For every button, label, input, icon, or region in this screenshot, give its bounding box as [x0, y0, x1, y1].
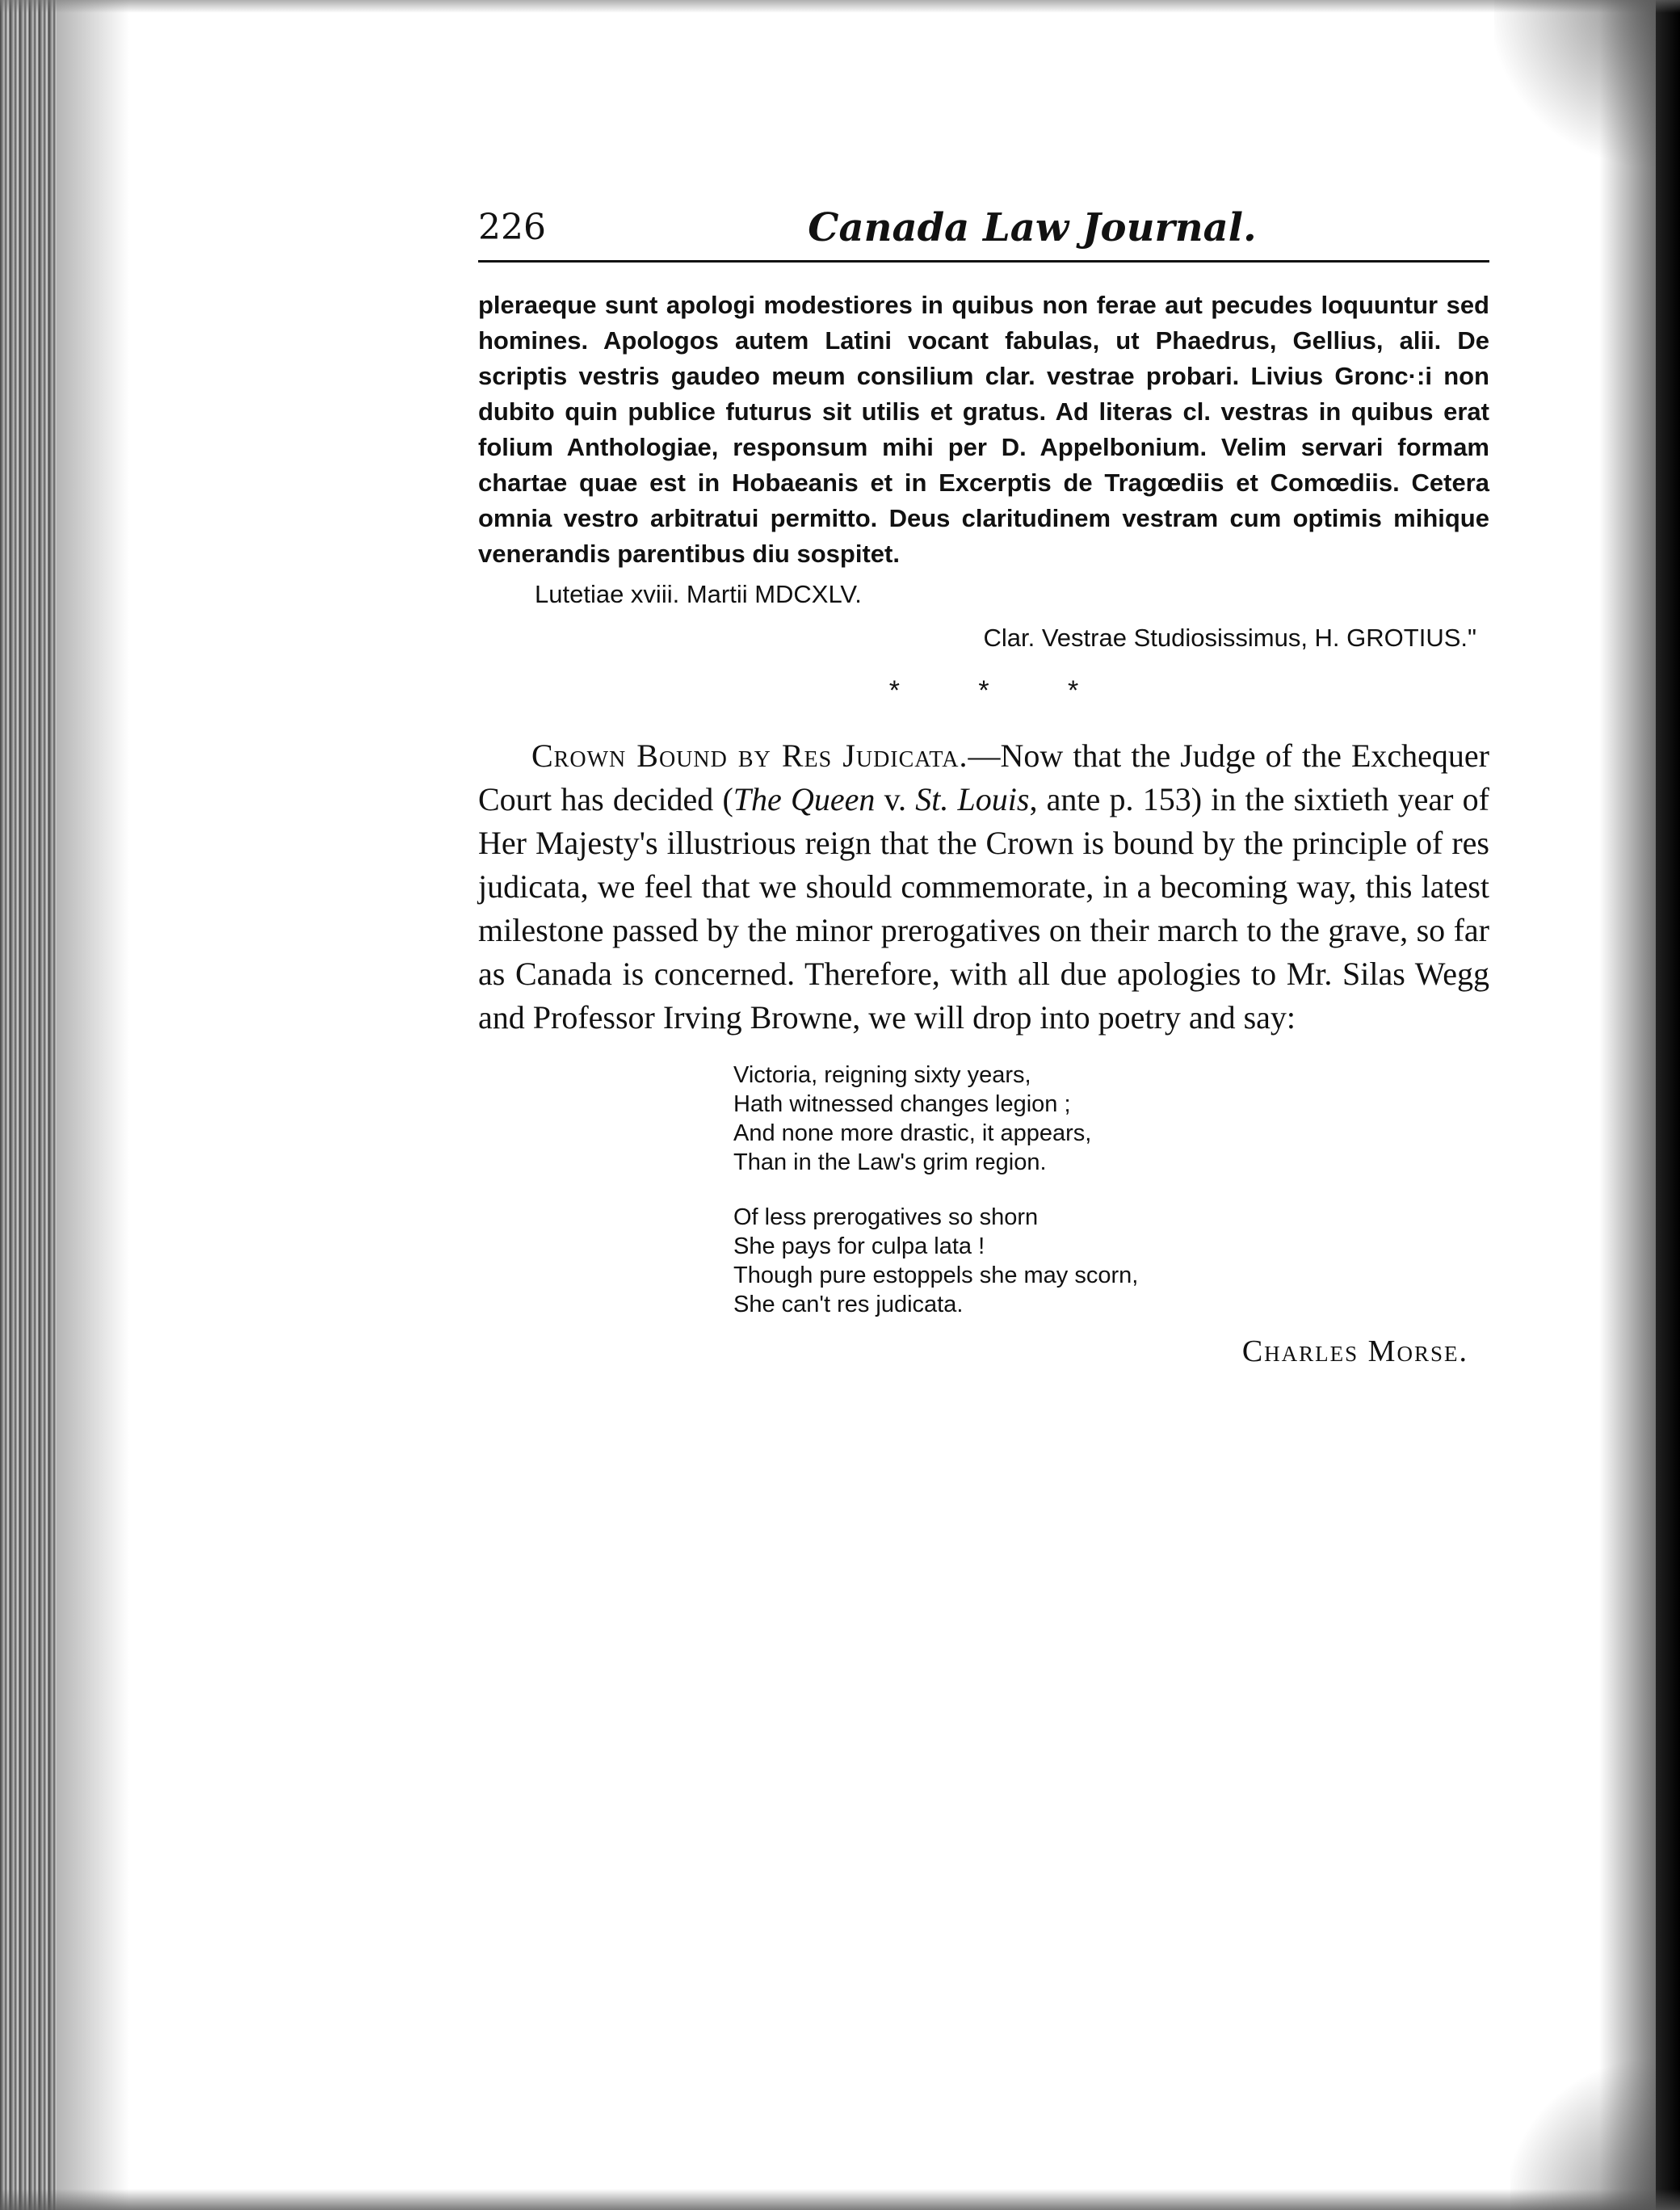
poem-line: Though pure estoppels she may scorn, [733, 1263, 1139, 1288]
case-name-1: The Queen [733, 781, 876, 817]
poem-line: Of less prerogatives so shorn [733, 1204, 1039, 1230]
poem-stanza-2 [733, 1203, 1489, 1319]
poem-line: Victoria, reigning sixty years, [733, 1062, 1031, 1088]
journal-title: Canada Law Journal. [808, 205, 1257, 250]
article-text-2: , ante p. 153) in the sixtieth year of Her Majesty's illustrious reign that the Crown is bound by the principle of res judicata, we feel that we should commemorate, in a becoming way, this latest milestone passed by the minor prerogatives on their march to the grave, so far as Canada is concerned. Therefore, with all due apologies to Mr. Silas Wegg and Professor Irving Browne, we will drop into poetry and say: [478, 781, 1489, 1036]
article-heading: Crown Bound by Res Judicata. [531, 737, 968, 774]
article-paragraph [478, 734, 1489, 1040]
case-name-2: St. Louis [915, 781, 1030, 817]
scan-edge-top [0, 0, 1680, 13]
poem-line: She can't res judicata. [733, 1292, 964, 1317]
poem-line: And none more drastic, it appears, [733, 1120, 1092, 1146]
scan-shadow-left [57, 0, 129, 2210]
article-body [478, 734, 1489, 1040]
case-v: v. [875, 781, 916, 817]
latin-letter [478, 288, 1489, 572]
document-page [478, 202, 1489, 1369]
poem-line: She pays for culpa lata ! [733, 1233, 985, 1259]
poem [733, 1061, 1489, 1319]
scan-corner-bottom-right [1510, 2048, 1656, 2210]
poem-stanza-1 [733, 1061, 1489, 1177]
scan-edge-left [0, 0, 57, 2210]
latin-letter-body: pleraeque sunt apologi modestiores in quibus non ferae aut pecudes loquuntur sed homines. Apologos autem Latini vocant fabulas, ut Phaedrus, Gellius, alii. De scriptis vestris gaudeo meum consilium clar. vestrae probari. Livius Gronc·:i non dubito quin publice futurus sit utilis et gratus. Ad literas cl. vestras in quibus erat folium Anthologiae, responsum mihi per D. Appelbonium. Velim servari formam chartae quae est in Hobaeanis et in Excerptis de Tragœdiis et Comœdiis. Cetera omnia vestro arbitratui permitto. Deus claritudinem vestram cum optimis mihique venerandis parentibus diu sospitet. [478, 291, 1489, 568]
poem-author: Charles Morse. [1241, 1334, 1468, 1368]
page-number: 226 [478, 207, 546, 248]
scan-edge-right [1656, 0, 1680, 2210]
poem-line: Than in the Law's grim region. [733, 1149, 1047, 1175]
running-head [478, 202, 1489, 258]
poem-line: Hath witnessed changes legion ; [733, 1091, 1071, 1117]
letter-signoff: Clar. Vestrae Studiosissimus, H. GROTIUS." [983, 624, 1476, 652]
scan-edge-bottom [0, 2189, 1680, 2210]
section-separator: * * * [888, 675, 1115, 706]
article-text-1: —Now that the Judge of the Exchequer Court has decided ( [478, 737, 1489, 817]
scan-corner-top-right [1494, 0, 1656, 178]
scan-shadow-right [1599, 0, 1656, 2210]
header-rule [478, 260, 1489, 263]
letter-dateline: Lutetiae xviii. Martii MDCXLV. [535, 580, 862, 608]
